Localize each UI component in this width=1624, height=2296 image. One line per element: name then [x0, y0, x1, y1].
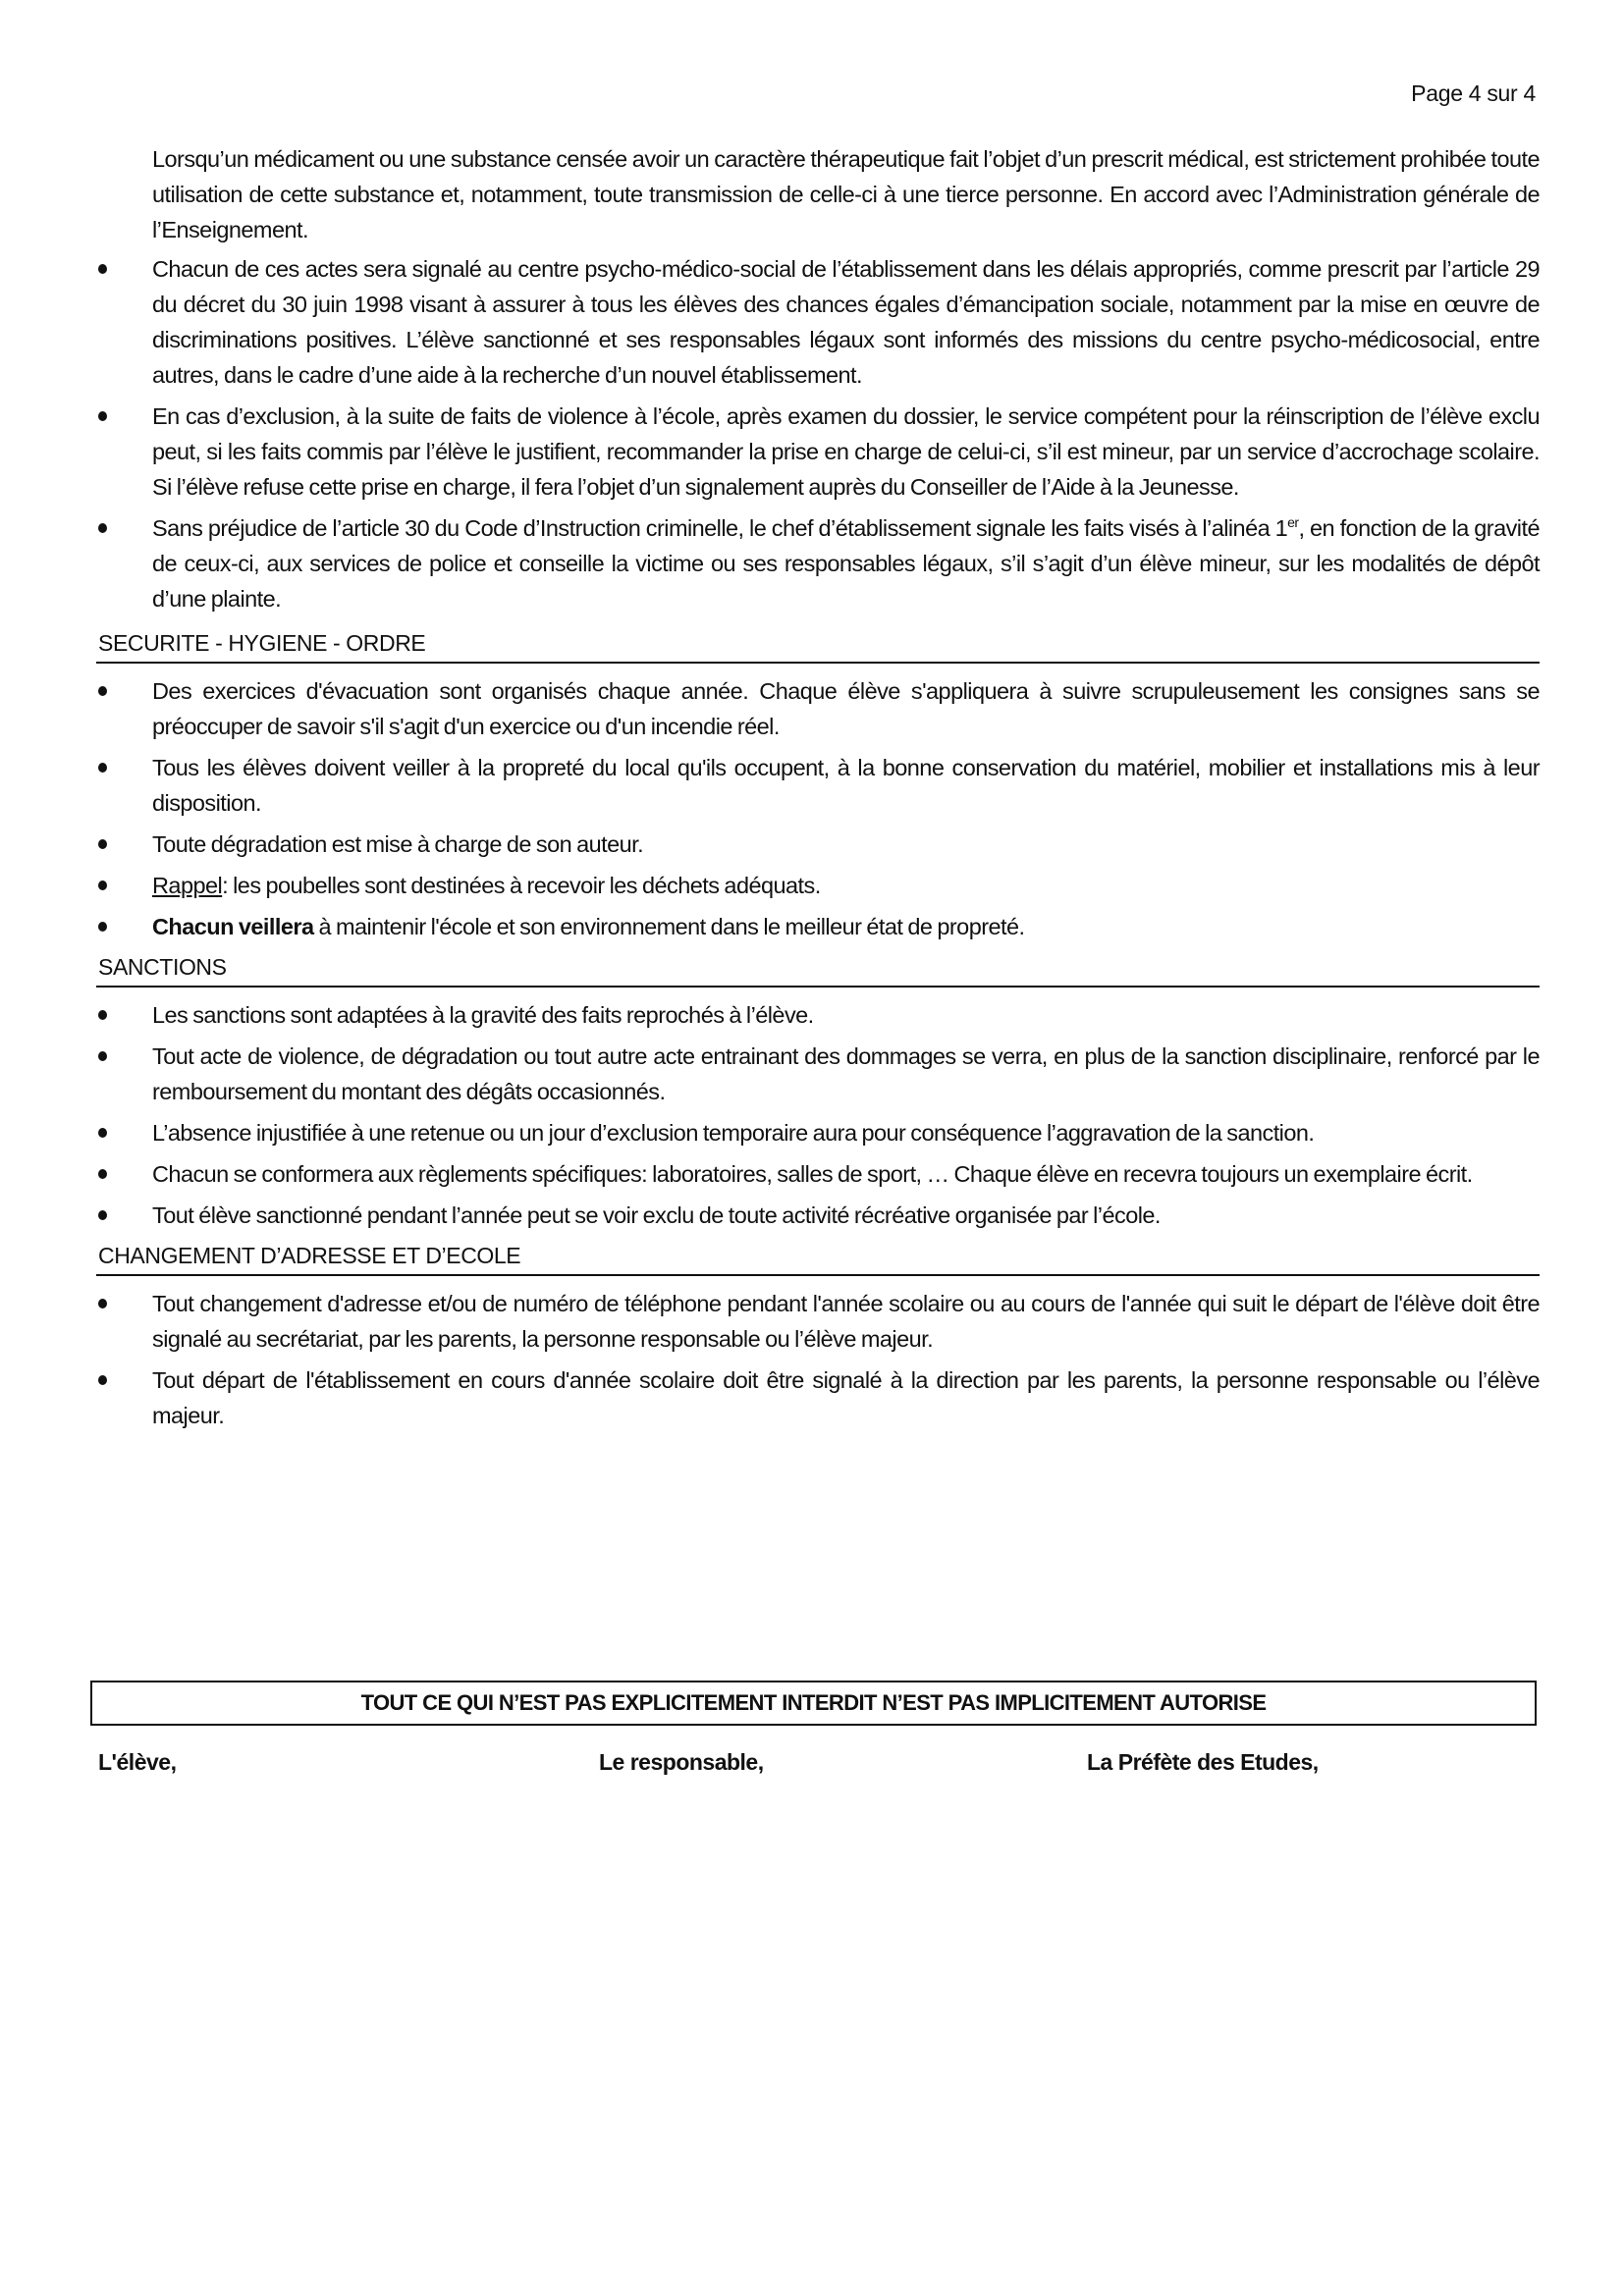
bullet-icon [98, 411, 107, 421]
bullet-icon [98, 881, 107, 890]
superscript: er [1287, 514, 1299, 531]
section-heading-securite: SECURITE - HYGIENE - ORDRE [96, 630, 1540, 664]
bullet-icon [98, 1051, 107, 1061]
list-item: Tout départ de l'établissement en cours d'année scolaire doit être signalé à la direction par les parents, la personne responsable ou l’élève majeur. [96, 1362, 1540, 1433]
list-item: Des exercices d'évacuation sont organisés chaque année. Chaque élève s'appliquera à suivre scrupuleusement les consignes sans se préoccuper de savoir s'il s'agit d'un exercice ou d'un incendie réel. [96, 673, 1540, 744]
list-item: Chacun de ces actes sera signalé au centre psycho-médico-social de l’établissement dans les délais appropriés, comme prescrit par l’article 29 du décret du 30 juin 1998 visant à assurer à tous les élèves des chances égales d’émancipation sociale, notamment par la mise en œuvre de discriminations positives. L’élève sanctionné et ses responsables légaux sont informés des missions du centre psycho-médicosocial, entre autres, dans le cadre d’une aide à la recherche d’un nouvel établissement. [96, 251, 1540, 393]
list-item: Les sanctions sont adaptées à la gravité des faits reprochés à l’élève. [96, 997, 1540, 1033]
list-item: Toute dégradation est mise à charge de son auteur. [96, 827, 1540, 862]
bullet-icon [98, 1375, 107, 1385]
list-item: Chacun veillera à maintenir l'école et son environnement dans le meilleur état de propreté. [96, 909, 1540, 944]
sanctions-list [96, 997, 1540, 1233]
section-heading-sanctions: SANCTIONS [96, 954, 1540, 988]
emphasis-text: Chacun veillera [152, 914, 314, 939]
bullet-icon [98, 1299, 107, 1308]
bullet-icon [98, 686, 107, 696]
list-item: L’absence injustifiée à une retenue ou un jour d’exclusion temporaire aura pour conséquence l’aggravation de la sanction. [96, 1115, 1540, 1150]
list-item: Chacun se conformera aux règlements spécifiques: laboratoires, salles de sport, … Chaque élève en recevra toujours un exemplaire écrit. [96, 1156, 1540, 1192]
rappel-label: Rappel [152, 873, 223, 898]
page-indicator: Page 4 sur 4 [1411, 80, 1536, 106]
bullet-icon [98, 763, 107, 773]
document-body [96, 141, 1540, 1439]
bullet-icon [98, 1010, 107, 1020]
section-heading-changement: CHANGEMENT D’ADRESSE ET D’ECOLE [96, 1243, 1540, 1276]
list-item: Rappel: les poubelles sont destinées à recevoir les déchets adéquats. [96, 868, 1540, 903]
list-item: Sans préjudice de l’article 30 du Code d’Instruction criminelle, le chef d’établissement signale les faits visés à l’alinéa 1er, en fonction de la gravité de ceux-ci, aux services de police et conseille la victime ou ses responsables légaux, s’il s’agit d’un élève mineur, sur les modalités de dépôt d’une plainte. [96, 510, 1540, 616]
securite-list [96, 673, 1540, 944]
signature-prefect: La Préfète des Etudes, [1087, 1749, 1319, 1775]
list-item: Tout changement d'adresse et/ou de numéro de téléphone pendant l'année scolaire ou au cours de l'année qui suit le départ de l'élève doit être signalé au secrétariat, par les parents, la personne responsable ou l’élève majeur. [96, 1286, 1540, 1357]
signature-guardian: Le responsable, [599, 1749, 764, 1775]
changement-list [96, 1286, 1540, 1433]
list-item: Tous les élèves doivent veiller à la propreté du local qu'ils occupent, à la bonne conservation du matériel, mobilier et installations mis à leur disposition. [96, 750, 1540, 821]
list-item: Tout élève sanctionné pendant l’année peut se voir exclu de toute activité récréative organisée par l’école. [96, 1198, 1540, 1233]
bullet-icon [98, 1128, 107, 1138]
bullet-icon [98, 523, 107, 533]
intro-paragraph: Lorsqu’un médicament ou une substance censée avoir un caractère thérapeutique fait l’objet d’un prescrit médical, est strictement prohibée toute utilisation de cette substance et, notamment, toute transmission de celle-ci à une tierce personne. En accord avec l’Administration générale de l’Enseignement. [152, 146, 1540, 242]
bullet-icon [98, 839, 107, 849]
signature-student: L'élève, [98, 1749, 177, 1775]
notice-box [90, 1681, 1537, 1726]
notice-text: TOUT CE QUI N’EST PAS EXPLICITEMENT INTERDIT N’EST PAS IMPLICITEMENT AUTORISE [360, 1690, 1267, 1715]
list-item: Tout acte de violence, de dégradation ou tout autre acte entrainant des dommages se verra, en plus de la sanction disciplinaire, renforcé par le remboursement du montant des dégâts occasionnés. [96, 1039, 1540, 1109]
bullet-icon [98, 922, 107, 932]
bullet-icon [98, 1210, 107, 1220]
intro-bullet-list [96, 251, 1540, 616]
bullet-icon [98, 1169, 107, 1179]
list-item: En cas d’exclusion, à la suite de faits de violence à l’école, après examen du dossier, le service compétent pour la réinscription de l’élève exclu peut, si les faits commis par l’élève le justifient, recommander la prise en charge de celui-ci, s’il est mineur, par un service d’accrochage scolaire. Si l’élève refuse cette prise en charge, il fera l’objet d’un signalement auprès du Conseiller de l’Aide à la Jeunesse. [96, 399, 1540, 505]
bullet-icon [98, 264, 107, 274]
